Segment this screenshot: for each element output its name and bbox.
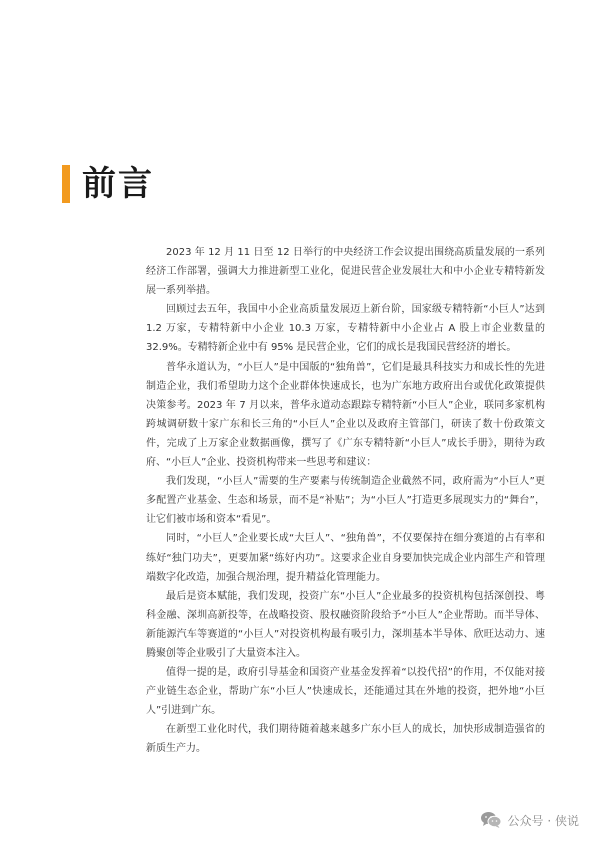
title-accent-bar [62,165,70,203]
paragraph: 回顾过去五年，我国中小企业高质量发展迈上新台阶，国家级专精特新“小巨人”达到 1.2 万家，专精特新中小企业 10.3 万家，专精特新中小企业占 A 股上市企业数量的 32.9%。专精特新企业中有 95% 是民营企业，它们的成长是我国民营经济的增长。 [146,304,545,354]
page-title-block [62,162,154,206]
paragraph: 我们发现，“小巨人”需要的生产要素与传统制造企业截然不同，政府需为“小巨人”更多配置产业基金、生态和场景，而不是“补贴”；为“小巨人”打造更多展现实力的“舞台”，让它们被市场和资本“看见”。 [146,476,545,526]
wechat-icon [480,811,502,829]
wechat-watermark [480,811,579,829]
paragraph: 最后是资本赋能，我们发现，投资广东“小巨人”企业最多的投资机构包括深创投、粤科金融、深圳高新投等，在战略投资、股权融资阶段给予“小巨人”企业帮助。而半导体、新能源汽车等赛道的“小巨人”对投资机构最有吸引力，深圳基本半导体、欣旺达动力、速腾聚创等企业吸引了大量资本注入。 [146,590,545,659]
preface-body [146,243,545,759]
paragraph: 在新型工业化时代，我们期待随着越来越多广东小巨人的成长，加快形成制造强省的新质生产力。 [146,724,545,755]
paragraph: 同时，“小巨人”企业要长成“大巨人”、“独角兽”，不仅要保持在细分赛道的占有率和练好“独门功夫”，更要加紧“练好内功”。这要求企业自身要加快完成企业内部生产和管理端数字化改造，加强合规治理，提升精益化管理能力。 [146,533,545,583]
watermark-text: 公众号 · 侠说 [507,813,579,828]
paragraph: 值得一提的是，政府引导基金和国资产业基金发挥着“以投代招”的作用，不仅能对接产业链生态企业，帮助广东“小巨人”快速成长，还能通过其在外地的投资，把外地“小巨人”引进到广东。 [146,667,545,717]
paragraph: 普华永道认为，“小巨人”是中国版的“独角兽”，它们是最具科技实力和成长性的先进制造企业，我们希望助力这个企业群体快速成长，也为广东地方政府出台或优化政策提供决策参考。2023 年 7 月以来，普华永道动态跟踪专精特新“小巨人”企业，联同多家机构跨城调研数十家广东和长三角的“小巨人”企业以及政府主管部门，研读了数十份政策文件，完成了上万家企业数据画像，撰写了《广东专精特新“小巨人”成长手册》，期待为政府、“小巨人”企业、投资机构带来一些思考和建议： [146,361,545,469]
page-title: 前言 [82,164,154,204]
paragraph: 2023 年 12 月 11 日至 12 日举行的中央经济工作会议提出围绕高质量发展的一系列经济工作部署，强调大力推进新型工业化，促进民营企业发展壮大和中小企业专精特新发展一系列举措。 [146,247,545,297]
